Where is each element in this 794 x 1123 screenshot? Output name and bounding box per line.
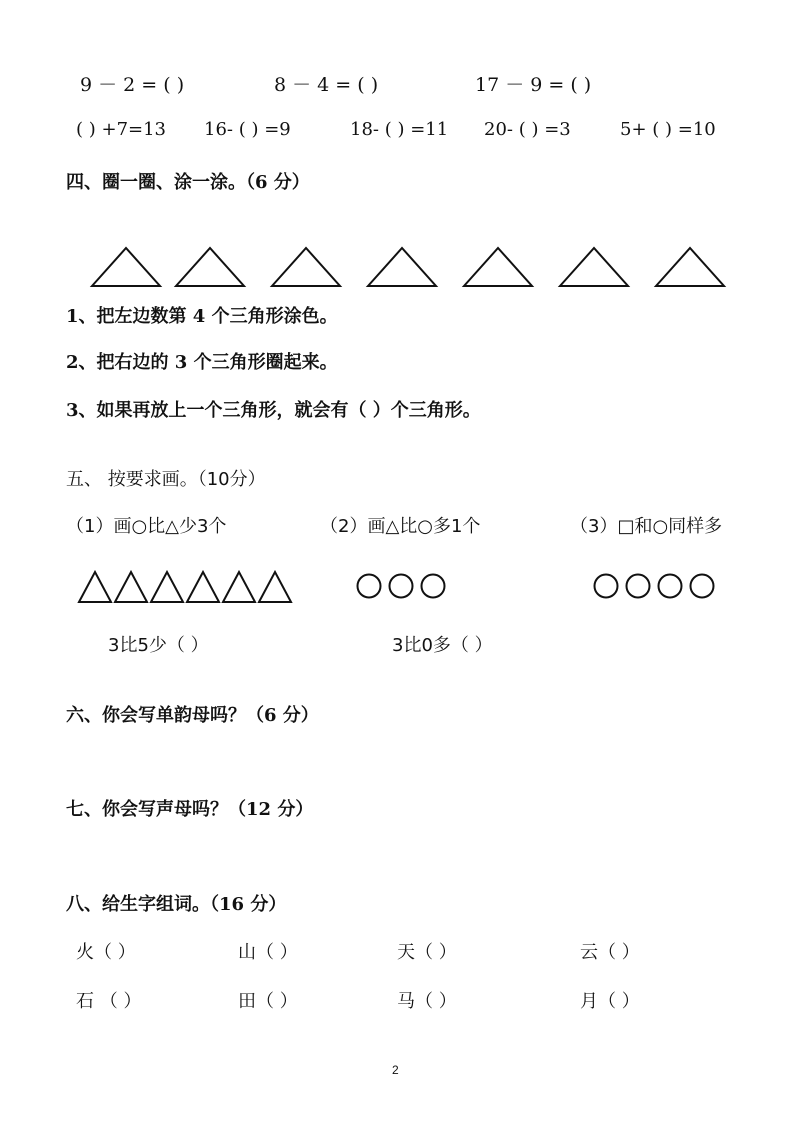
- small-triangle: [186, 571, 220, 603]
- small-triangle: [114, 571, 148, 603]
- circle: [657, 573, 683, 599]
- section5-blank-1: 3比5少（ ）: [108, 635, 209, 656]
- section5-blank-2: 3比0多（ ）: [392, 635, 493, 656]
- word-blank-shi: 石 （ ）: [76, 991, 142, 1012]
- circle: [625, 573, 651, 599]
- equation-5: 16- ( ) =9: [204, 119, 291, 140]
- page-number: 2: [392, 1063, 399, 1077]
- section4-question-1: 1、把左边数第 4 个三角形涂色。: [66, 306, 338, 327]
- equation-6: 18- ( ) =11: [350, 119, 449, 140]
- section7-title: 七、你会写声母吗？（12 分）: [66, 799, 314, 820]
- equation-2: 8 － 4 = ( ): [274, 74, 379, 96]
- triangle-4: [366, 246, 438, 288]
- triangle-6: [558, 246, 630, 288]
- word-blank-tian-field: 田（ ）: [238, 991, 298, 1012]
- triangle-1: [90, 246, 162, 288]
- section6-title: 六、你会写单韵母吗？（6 分）: [66, 705, 319, 726]
- word-blank-ma: 马（ ）: [397, 991, 457, 1012]
- triangle-2: [174, 246, 246, 288]
- section4-question-3: 3、如果再放上一个三角形，就会有（ ）个三角形。: [66, 400, 481, 421]
- word-blank-tian: 天（ ）: [397, 942, 457, 963]
- circle: [388, 573, 414, 599]
- small-triangle: [150, 571, 184, 603]
- equation-8: 5+ ( ) =10: [620, 119, 716, 140]
- triangle-5: [462, 246, 534, 288]
- word-blank-yue: 月（ ）: [580, 991, 640, 1012]
- word-blank-shan: 山（ ）: [238, 942, 298, 963]
- equation-1: 9 － 2 = ( ): [80, 74, 185, 96]
- section4-question-2: 2、把右边的 3 个三角形圈起来。: [66, 352, 338, 373]
- circle-group-1: [356, 573, 456, 599]
- section5-title: 五、 按要求画。（10分）: [66, 469, 266, 490]
- triangle-3: [270, 246, 342, 288]
- section5-item-2: （2）画△比○多1个: [320, 516, 481, 537]
- section8-title: 八、给生字组词。（16 分）: [66, 894, 287, 915]
- section4-title: 四、圈一圈、涂一涂。（6 分）: [66, 172, 310, 193]
- circle: [420, 573, 446, 599]
- small-triangle: [222, 571, 256, 603]
- small-triangle: [258, 571, 292, 603]
- word-blank-huo: 火（ ）: [76, 942, 136, 963]
- equation-4: ( ) +7=13: [76, 119, 167, 140]
- triangle-group: [78, 571, 298, 603]
- circle: [356, 573, 382, 599]
- circle-group-2: [593, 573, 723, 599]
- small-triangle: [78, 571, 112, 603]
- section5-item-3: （3）□和○同样多: [570, 516, 723, 537]
- circle: [593, 573, 619, 599]
- triangle-7: [654, 246, 726, 288]
- circle: [689, 573, 715, 599]
- section5-item-1: （1）画○比△少3个: [66, 516, 227, 537]
- triangle-row: [90, 246, 735, 288]
- word-blank-yun: 云（ ）: [580, 942, 640, 963]
- equation-3: 17 － 9 = ( ): [475, 74, 592, 96]
- equation-7: 20- ( ) =3: [484, 119, 571, 140]
